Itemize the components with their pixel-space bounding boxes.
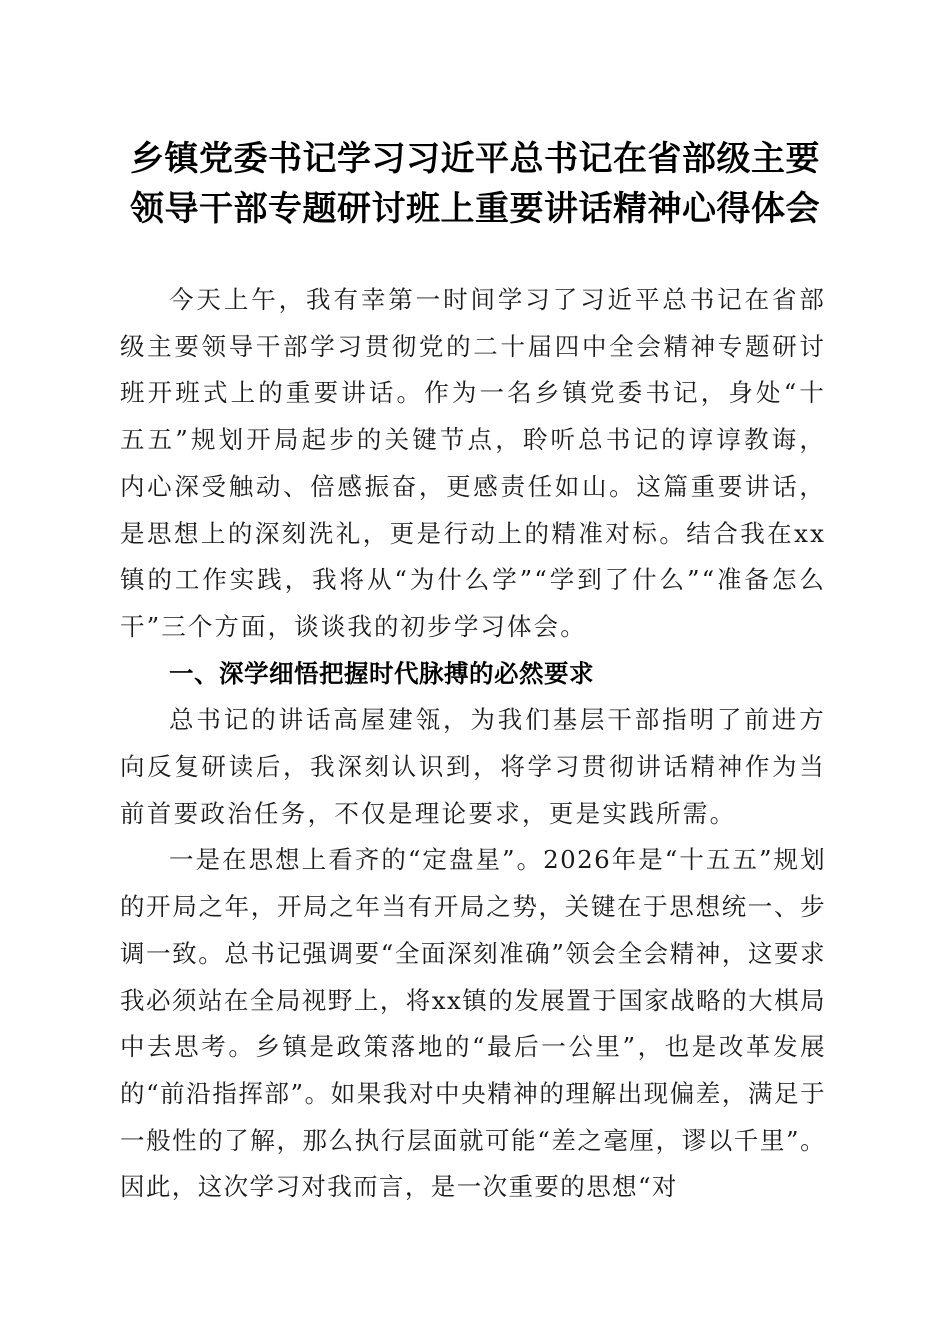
document-body: [120, 277, 826, 1211]
point-paragraph: 一是在思想上看齐的“定盘星”。2026年是“十五五”规划的开局之年，开局之年当有开局之势，关键在于思想统一、步调一致。总书记强调要“全面深刻准确”领会全会精神，这要求我必须站在全局视野上，将xx镇的发展置于国家战略的大棋局中去思考。乡镇是政策落地的“最后一公里”，也是改革发展的“前沿指挥部”。如果我对中央精神的理解出现偏差，满足于一般性的了解，那么执行层面就可能“差之毫厘，谬以千里”。因此，这次学习对我而言，是一次重要的思想“对: [120, 845, 826, 1202]
section-paragraph: 总书记的讲话高屋建瓴，为我们基层干部指明了前进方向反复研读后，我深刻认识到，将学习贯彻讲话精神作为当前首要政治任务，不仅是理论要求，更是实践所需。: [120, 705, 826, 828]
title-line-1: 乡镇党委书记学习习近平总书记在省部级主要: [130, 139, 820, 179]
document-title: [110, 134, 840, 234]
intro-paragraph: 今天上午，我有幸第一时间学习了习近平总书记在省部级主要领导干部学习贯彻党的二十届四中全会精神专题研讨班开班式上的重要讲话。作为一名乡镇党委书记，身处“十五五”规划开局起步的关键节点，聆听总书记的谆谆教诲，内心深受触动、倍感振奋，更感责任如山。这篇重要讲话，是思想上的深刻洗礼，更是行动上的精准对标。结合我在xx镇的工作实践，我将从“为什么学”“学到了什么”“准备怎么干”三个方面，谈谈我的初步学习体会。: [120, 285, 826, 641]
title-line-2: 领导干部专题研讨班上重要讲话精神心得体会: [130, 189, 820, 229]
section-heading: 一、深学细悟把握时代脉搏的必然要求: [169, 658, 594, 688]
